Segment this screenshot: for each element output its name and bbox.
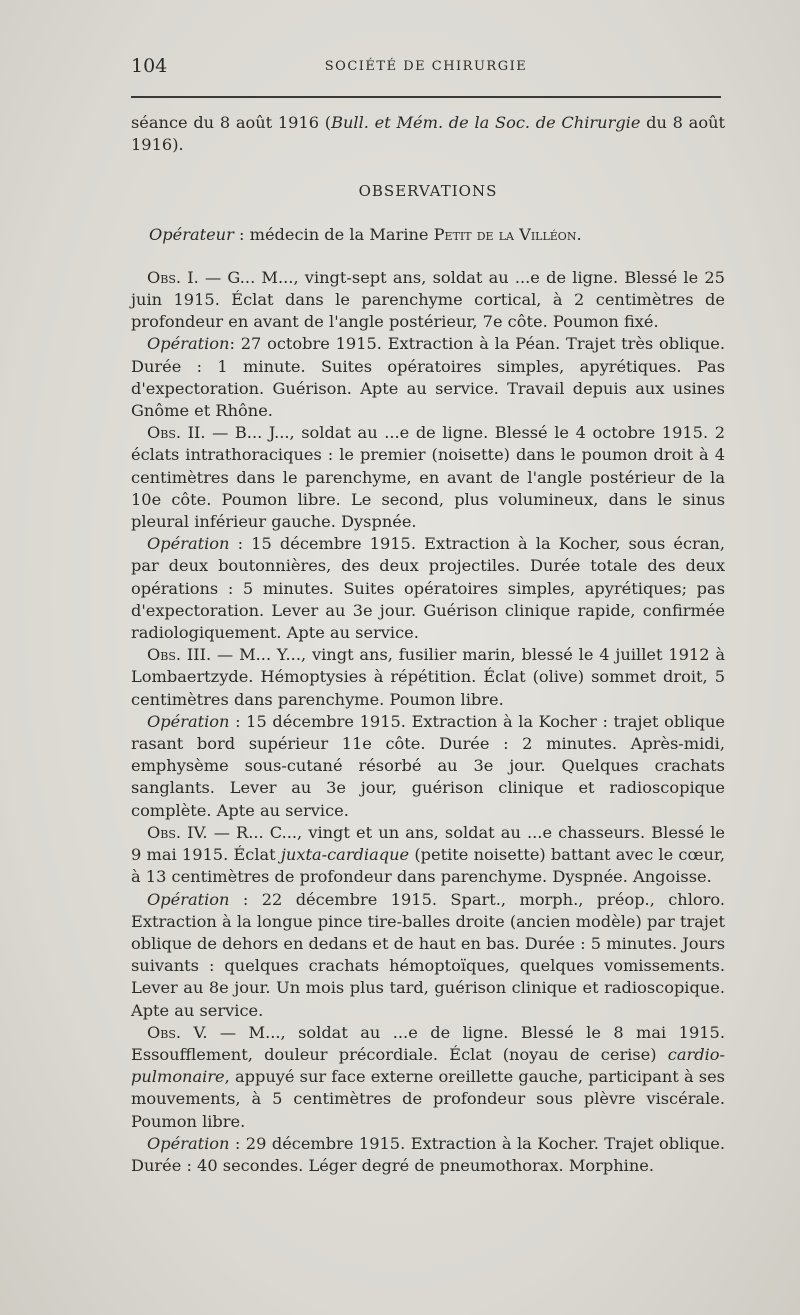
page-body bbox=[131, 112, 725, 1177]
page-header bbox=[131, 55, 721, 83]
operation-2 bbox=[131, 533, 725, 644]
observation-4 bbox=[131, 822, 725, 889]
operation-label: Opération bbox=[147, 711, 230, 731]
operation-text: : 27 octobre 1915. Extraction à la Péan. Trajet très oblique. Durée : 1 minute. Suites opératoires simples, apyrétiques. Pas d'expectoration. Guérison. Apte au service. Travail depuis aux usines Gnôme et Rhône. bbox=[131, 334, 725, 421]
observation-label: Obs. III. bbox=[147, 645, 212, 665]
operation-text: : 29 décembre 1915. Extraction à la Kocher. Trajet oblique. Durée : 40 secondes. Léger degré de pneumothorax. Morphine. bbox=[131, 1133, 725, 1175]
operation-4 bbox=[131, 889, 725, 1022]
intro-date: du 8 août 1916). bbox=[131, 113, 725, 155]
observation-text: — B... J..., soldat au ...e de ligne. Blessé le 4 octobre 1915. 2 éclats intrathoraciques : le premier (noisette) dans le poumon droit à 4 centimètres dans le parenchyme, en avant de l'angle postérieur de la 10e côte. Poumon libre. Le second, plus volumineux, dans le sinus pleural inférieur gauche. Dyspnée. bbox=[131, 423, 725, 532]
observation-text: — G... M..., vingt-sept ans, soldat au ...e de ligne. Blessé le 25 juin 1915. Éclat dans le parenchyme cortical, à 2 centimètres de profondeur en avant de l'angle postérieur, 7e côte. Poumon fixé. bbox=[131, 267, 725, 332]
intro-text: séance du 8 août 1916 ( bbox=[131, 113, 332, 132]
observation-text: — R... C..., vingt et un ans, soldat au ...e chasseurs. Blessé le 9 mai 1915. Éclat bbox=[131, 822, 725, 865]
observation-label: Obs. V. bbox=[147, 1022, 208, 1042]
observation-text: — M... Y..., vingt ans, fusilier marin, blessé le 4 juillet 1912 à Lombaertzyde. Hémoptysies à répétition. Éclat (olive) sommet droit, 5 centimètres dans parenchyme. Poumon libre. bbox=[131, 645, 725, 709]
observation-label: Obs. IV. bbox=[147, 822, 208, 842]
operation-text: : 15 décembre 1915. Extraction à la Kocher, sous écran, par deux boutonnières, des deux projectiles. Durée totale des deux opérations : 5 minutes. Suites opératoires simples, apyrétiques; pas d'expectoration. Lever au 3e jour. Guérison clinique rapide, confirmée radiologiquement. Apte au service. bbox=[131, 534, 725, 643]
operation-5 bbox=[131, 1133, 725, 1177]
intro-paragraph bbox=[131, 112, 725, 156]
observation-italic-term: cardio-pulmonaire bbox=[131, 1044, 725, 1087]
operator-text: : médecin de la Marine bbox=[233, 224, 434, 244]
observation-1 bbox=[131, 267, 725, 334]
journal-reference: Bull. et Mém. de la Soc. de Chirurgie bbox=[331, 113, 641, 132]
observation-text-continued: , appuyé sur face externe oreillette gauche, participant à ses mouvements, à 5 centimètres de profondeur sous plèvre viscérale. Poumon libre. bbox=[131, 1067, 725, 1131]
operation-text: : 22 décembre 1915. Spart., morph., préop., chloro. Extraction à la longue pince tire-balles droite (ancien modèle) par trajet oblique de dehors en dedans et de haut en bas. Durée : 5 minutes. Jours suivants : quelques crachats hémoptoïques, quelques vomissements. Lever au 8e jour. Un mois plus tard, guérison clinique et radioscopique. Apte au service. bbox=[131, 889, 725, 1020]
observation-text-continued: (petite noisette) battant avec le cœur, à 13 centimètres de profondeur dans parenchyme. Dyspnée. Angoisse. bbox=[131, 845, 725, 887]
operation-3 bbox=[131, 711, 725, 822]
operator-line bbox=[131, 224, 725, 246]
operator-end: . bbox=[576, 224, 582, 244]
operation-label: Opération bbox=[147, 534, 230, 554]
operation-label: Opération bbox=[147, 334, 230, 354]
observation-label: Obs. I. bbox=[147, 267, 199, 287]
header-rule bbox=[131, 96, 721, 98]
observation-3 bbox=[131, 644, 725, 711]
observation-5 bbox=[131, 1022, 725, 1133]
observation-italic-term: juxta-cardiaque bbox=[280, 845, 410, 865]
running-title: SOCIÉTÉ DE CHIRURGIE bbox=[324, 59, 528, 74]
section-title: OBSERVATIONS bbox=[358, 182, 498, 201]
observation-text: — M..., soldat au ...e de ligne. Blessé le 8 mai 1915. Essoufflement, douleur précordiale. Éclat (noyau de cerise) bbox=[131, 1022, 725, 1064]
observation-2 bbox=[131, 422, 725, 533]
operator-label: Opérateur bbox=[149, 224, 234, 244]
observation-label: Obs. II. bbox=[147, 423, 206, 443]
operation-label: Opération bbox=[147, 1133, 230, 1153]
operator-name: Petit de la Villéon bbox=[433, 224, 577, 244]
operation-1 bbox=[131, 333, 725, 422]
operation-label: Opération bbox=[147, 889, 230, 909]
page-number: 104 bbox=[131, 55, 168, 77]
operation-text: : 15 décembre 1915. Extraction à la Kocher : trajet oblique rasant bord supérieur 11e côte. Durée : 2 minutes. Après-midi, emphysème sous-cutané résorbé au 3e jour. Quelques crachats sanglants. Lever au 3e jour, guérison clinique et radioscopique complète. Apte au service. bbox=[131, 711, 725, 820]
